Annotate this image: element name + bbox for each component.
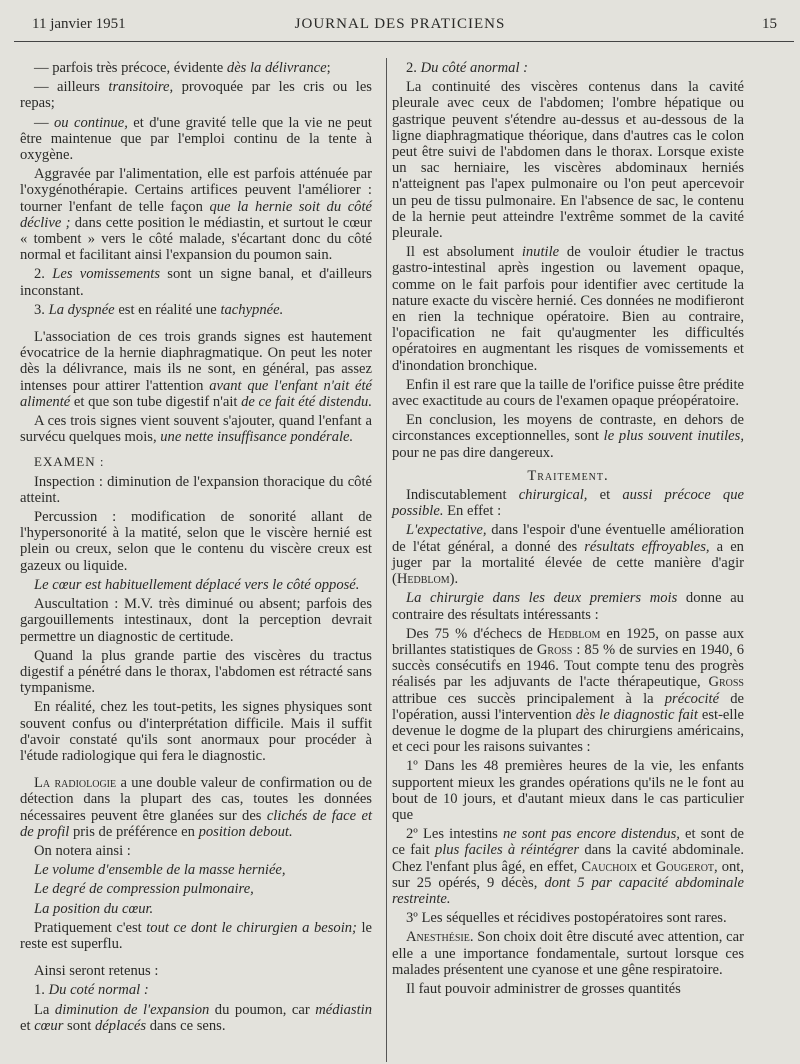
paragraph: Percussion : modification de sonorité allant de l'hypersonorité à la matité, selon que le viscère hernié est plein ou creux, selon que le contenu du viscère creux est gazeux ou liquide. [20, 509, 372, 574]
paragraph: 2. Les vomissements sont un signe banal, et d'ailleurs inconstant. [20, 266, 372, 299]
paragraph: 3. La dyspnée est en réalité une tachypnée. [34, 301, 284, 318]
paragraph: La diminution de l'expansion du poumon, car médiastin et cœur sont déplacés dans ce sens. [20, 1001, 372, 1034]
section-heading-traitement: Traitement. [527, 467, 609, 484]
paragraph: On notera ainsi : [34, 842, 131, 859]
paragraph: L'association de ces trois grands signes est hautement évocatrice de la hernie diaphragmatique. On peut les noter dès la délivrance, mais ils ne sont, en général, pas assez intenses pour attirer l'attention avant que l'enfant n'ait été alimenté et que son tube digestif n'ait de ce fait été distendu. [20, 329, 372, 410]
paragraph: Anesthésie. Son choix doit être discuté avec attention, car elle a une importance fondamentale, surtout lorsque ces malades présentent une cyanose et une gêne respiratoire. [392, 929, 744, 978]
paragraph: Quand la plus grande partie des viscères du tractus digestif a pénétré dans le thorax, l'abdomen est rétracté sans tympanisme. [20, 647, 372, 697]
paragraph: 1. Du coté normal : [34, 982, 149, 999]
journal-title: JOURNAL DES PRATICIENS [294, 16, 506, 32]
paragraph: L'expectative, dans l'espoir d'une éventuelle amélioration de l'état général, a donné des résultats effroyables, a en juger par la mortalité élevée de cette manière d'agir (Hedblom). [392, 522, 744, 588]
header-date: 11 janvier 1951 [32, 16, 126, 32]
paragraph: Inspection : diminution de l'expansion thoracique du côté atteint. [20, 473, 372, 506]
paragraph: Aggravée par l'alimentation, elle est parfois atténuée par l'oxygénothérapie. Certains artifices peuvent l'améliorer : tourner l'enfant de telle façon que la hernie soit du côté déclive ; dans cette position le médiastin, et surtout le cœur « tombent » vers le côté malade, s'écartant donc du côté normal et facilitant ainsi l'expansion du poumon sain. [20, 166, 373, 264]
paragraph: Il faut pouvoir administrer de grosses quantités [406, 980, 681, 997]
column-divider [386, 58, 387, 1062]
paragraph: La chirurgie dans les deux premiers mois donne au contraire des résultats intéressants : [392, 590, 744, 623]
page-number: 15 [762, 16, 777, 32]
paragraph: Des 75 % d'échecs de Hedblom en 1925, on passe aux brillantes statistiques de Gross : 85 % de survies en 1940, 6 succès consécutifs en 1946. Tout compte tenu des progrès réalisés par les adjuvants de l'acte thérapeutique, Gross attribue ces succès principalement à la précocité de l'opération, aussi l'intervention dès le diagnostic fait est-elle devenue le dogme de la plupart des chirurgiens américains, et ceci pour les raisons suivantes : [392, 625, 744, 756]
paragraph: En réalité, chez les tout-petits, les signes physiques sont souvent confus ou d'interprétation difficile. Mais il suffit d'avoir constaté qu'ils sont anormaux pour procéder à l'étude radiologique qui fera le diagnostic. [20, 699, 372, 764]
header-rule [14, 41, 794, 42]
right-column [392, 60, 744, 1000]
paragraph: Pratiquement c'est tout ce dont le chirurgien a besoin; le reste est superflu. [20, 919, 372, 952]
paragraph: — parfois très précoce, évidente dès la délivrance; [34, 60, 331, 76]
list-item: Le degré de compression pulmonaire, [34, 881, 254, 898]
list-item: Le volume d'ensemble de la masse herniée, [34, 862, 286, 879]
paragraph: Il est absolument inutile de vouloir étudier le tractus gastro-intestinal après ingestion ou lavement opaque, comme on le fait parfois pour identifier avec certitude la nature exacte du viscère hernié. Ces données ne modifieront en rien la technique opératoire. Bien au contraire, l'opacification ne fait qu'augmenter les difficultés opératoires en augmentant les risques de vomissements et d'inondation bronchique. [392, 244, 744, 374]
paragraph: 2. Du côté anormal : [406, 60, 529, 76]
section-heading-examen: EXAMEN : [34, 454, 105, 470]
paragraph: — ou continue, et d'une gravité telle que la vie ne peut être maintenue que par l'emploi continu de la tente à oxygène. [20, 114, 372, 164]
paragraph: 2º Les intestins ne sont pas encore distendus, et sont de ce fait plus faciles à réintégrer dans la cavité abdominale. Chez l'enfant plus âgé, en effet, Cauchoix et Gougerot, ont, sur 25 opérés, 9 décès, dont 5 par capacité abdominale restreinte. [392, 826, 745, 907]
paragraph: En conclusion, les moyens de contraste, en dehors de circonstances exceptionnelles, sont le plus souvent inutiles, pour ne pas dire dangereux. [392, 412, 744, 461]
paragraph: — ailleurs transitoire, provoquée par les cris ou les repas; [20, 79, 372, 112]
list-item: La position du cœur. [34, 900, 154, 917]
paragraph: Le cœur est habituellement déplacé vers le côté opposé. [34, 576, 360, 593]
paragraph: Enfin il est rare que la taille de l'orifice puisse être prédite avec exactitude au cours de l'examen opaque préopératoire. [392, 376, 744, 410]
left-column [20, 60, 372, 1037]
paragraph: 3º Les séquelles et récidives postopératoires sont rares. [406, 910, 727, 927]
paragraph: La radiologie a une double valeur de confirmation ou de détection dans la plupart des cas, toutes les données nécessaires peuvent être glanées sur des clichés de face et de profil pris de préférence en position debout. [20, 775, 372, 840]
paragraph: La continuité des viscères contenus dans la cavité pleurale avec ceux de l'abdomen; l'ombre hépatique ou gastrique peuvent s'étendre au-dessus et au-dessous de la ligne diaphragmatique théorique, dans d'autres cas le colon peut être suivi de l'abdomen dans le thorax. Lorsque existe un sac herniaire, les viscères abdominaux herniés n'atteignent pas l'apex pulmonaire ou l'on peut apercevoir un peu de tissu pulmonaire. En l'absence de sac, le contenu de la hernie peut atteindre l'extrême sommet de la cavité pleurale. [392, 79, 744, 242]
paragraph: A ces trois signes vient souvent s'ajouter, quand l'enfant a survécu quelques mois, une nette insuffisance pondérale. [20, 413, 372, 446]
paragraph: Ainsi seront retenus : [34, 963, 159, 980]
paragraph: Indiscutablement chirurgical, et aussi précoce que possible. En effet : [392, 487, 744, 520]
paragraph: 1º Dans les 48 premières heures de la vie, les enfants supportent mieux les grandes opérations qu'ils ne le font au bout de 10 jours, et d'autant mieux dans le cas particulier que [392, 758, 744, 823]
paragraph: Auscultation : M.V. très diminué ou absent; parfois des gargouillements intestinaux, dont la perception devrait permettre un diagnostic de certitude. [20, 596, 372, 645]
